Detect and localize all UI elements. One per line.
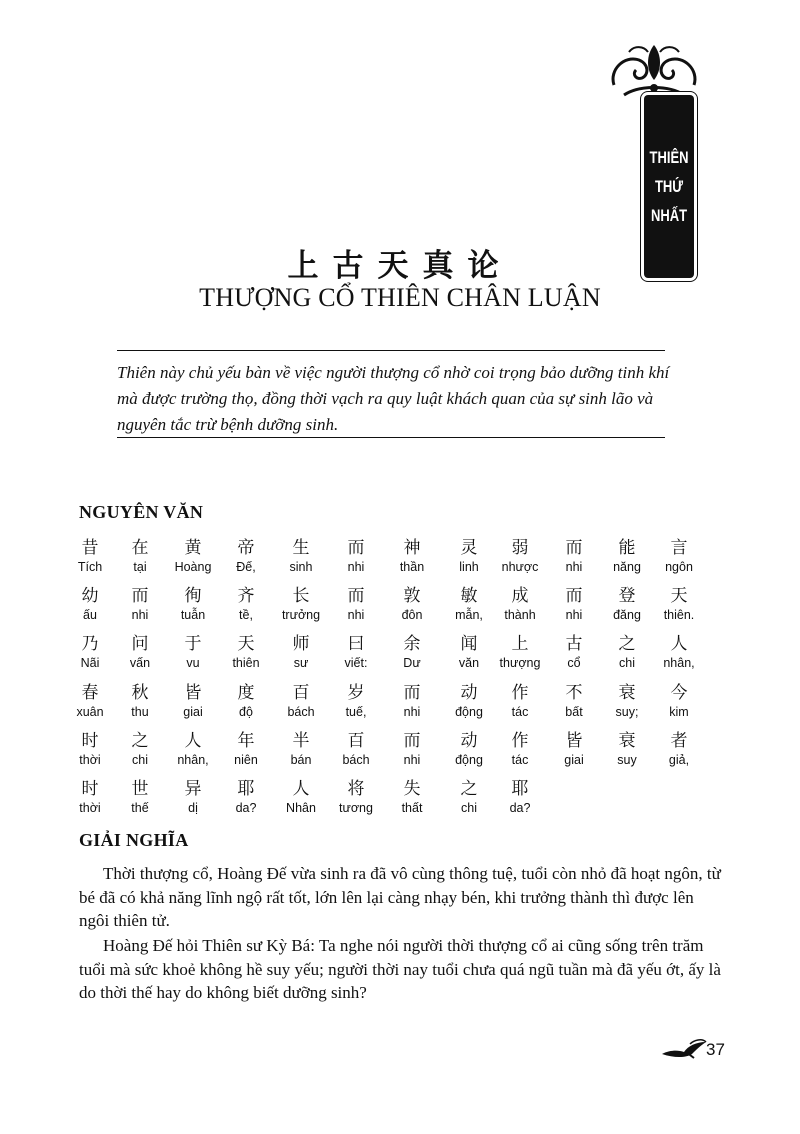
chinese-character: 而 xyxy=(131,586,149,606)
original-word xyxy=(271,634,331,670)
original-word xyxy=(216,683,276,719)
sino-vietnamese-reading: trưởng xyxy=(281,608,321,622)
chinese-character: 衰 xyxy=(618,683,636,703)
original-word xyxy=(544,634,604,670)
sino-vietnamese-reading: kim xyxy=(669,705,689,719)
chinese-character: 不 xyxy=(565,683,583,703)
original-word xyxy=(597,538,657,574)
original-word xyxy=(216,586,276,622)
sino-vietnamese-reading: đăng xyxy=(613,608,641,622)
sino-vietnamese-reading: cổ xyxy=(567,656,581,670)
sino-vietnamese-reading: xuân xyxy=(76,705,104,719)
chapter-summary: Thiên này chủ yếu bàn về việc người thượng cổ nhờ coi trọng bảo dưỡng tinh khí mà được trường thọ, đồng thời vạch ra quy luật khách quan của sự sinh lão và nguyên tắc trừ bệnh dưỡng sinh. xyxy=(117,363,670,434)
chinese-character: 长 xyxy=(292,586,310,606)
original-word xyxy=(163,586,223,622)
original-word xyxy=(490,683,550,719)
original-word xyxy=(649,731,709,767)
original-word xyxy=(326,634,386,670)
original-word xyxy=(216,731,276,767)
chinese-character: 古 xyxy=(565,634,583,654)
original-word xyxy=(649,683,709,719)
chapter-tab-line-2: THỨ xyxy=(654,177,684,196)
chinese-character: 生 xyxy=(292,538,310,558)
original-word xyxy=(490,779,550,815)
chinese-character: 于 xyxy=(184,634,202,654)
chapter-tab-line-3: NHẤT xyxy=(650,206,688,225)
sino-vietnamese-reading: thu xyxy=(131,705,149,719)
chinese-character: 黄 xyxy=(184,538,202,558)
original-word xyxy=(649,586,709,622)
original-word xyxy=(544,538,604,574)
sino-vietnamese-reading: nhi xyxy=(347,608,365,622)
chinese-character: 耶 xyxy=(511,779,529,799)
chinese-character: 上 xyxy=(511,634,529,654)
original-word xyxy=(597,586,657,622)
chinese-character: 耶 xyxy=(237,779,255,799)
original-word xyxy=(597,634,657,670)
sino-vietnamese-reading: nhi xyxy=(347,560,365,574)
sino-vietnamese-reading: bất xyxy=(565,705,583,719)
chinese-character: 者 xyxy=(670,731,688,751)
vietnamese-title: THƯỢNG CỔ THIÊN CHÂN LUẬN xyxy=(199,283,601,312)
chinese-character: 今 xyxy=(670,683,688,703)
sino-vietnamese-reading: văn xyxy=(458,656,480,670)
chinese-character: 曰 xyxy=(347,634,365,654)
original-word xyxy=(382,538,442,574)
sino-vietnamese-reading: Nãi xyxy=(80,656,100,670)
sino-vietnamese-reading: vấn xyxy=(129,656,151,670)
original-word xyxy=(163,683,223,719)
original-word xyxy=(382,586,442,622)
sino-vietnamese-reading: chi xyxy=(132,753,148,767)
original-word xyxy=(649,538,709,574)
original-word xyxy=(382,731,442,767)
original-word xyxy=(544,683,604,719)
chinese-character: 人 xyxy=(670,634,688,654)
original-word xyxy=(490,731,550,767)
page-footer xyxy=(660,1036,740,1062)
chapter-tab-line-1: THIÊN xyxy=(649,148,689,167)
sino-vietnamese-reading: thế xyxy=(131,801,149,815)
sino-vietnamese-reading: dị xyxy=(188,801,198,815)
sino-vietnamese-reading: thời xyxy=(79,801,101,815)
bird-ornament-icon xyxy=(660,1038,708,1060)
sino-vietnamese-reading: nhi xyxy=(403,753,421,767)
chinese-character: 异 xyxy=(184,779,202,799)
intro-bottom-rule xyxy=(117,437,665,438)
sino-vietnamese-reading: suy xyxy=(617,753,637,767)
chinese-character: 弱 xyxy=(511,538,529,558)
chinese-character: 时 xyxy=(81,779,99,799)
sino-vietnamese-reading: bán xyxy=(290,753,312,767)
sino-vietnamese-reading: chi xyxy=(461,801,477,815)
chinese-character: 敏 xyxy=(460,586,478,606)
chinese-character: 半 xyxy=(292,731,310,751)
chinese-character: 春 xyxy=(81,683,99,703)
sino-vietnamese-reading: nhi xyxy=(565,608,583,622)
original-word xyxy=(544,731,604,767)
chinese-character: 成 xyxy=(511,586,529,606)
intro-top-rule xyxy=(117,350,665,351)
chinese-character: 皆 xyxy=(565,731,583,751)
chinese-character: 之 xyxy=(131,731,149,751)
sino-vietnamese-reading: tương xyxy=(339,801,373,815)
chinese-character: 余 xyxy=(403,634,421,654)
original-word xyxy=(216,538,276,574)
chinese-character: 乃 xyxy=(81,634,99,654)
original-word xyxy=(382,779,442,815)
original-word xyxy=(271,683,331,719)
chinese-character: 灵 xyxy=(460,538,478,558)
page-number: 37 xyxy=(706,1040,725,1059)
chinese-character: 时 xyxy=(81,731,99,751)
original-word xyxy=(271,731,331,767)
chinese-character: 而 xyxy=(403,683,421,703)
sino-vietnamese-reading: sư xyxy=(293,656,309,670)
sino-vietnamese-reading: động xyxy=(455,753,483,767)
original-word xyxy=(216,779,276,815)
chinese-character: 皆 xyxy=(184,683,202,703)
explanation-paragraph: Hoàng Đế hỏi Thiên sư Kỳ Bá: Ta nghe nói người thời thượng cổ ai cũng sống trên trăm tuổi mà sức khoẻ không hề suy yếu; người thời nay tuổi chưa quá ngũ tuần mà đã yếu ớt, ấy là do thời thế hay do không biết dưỡng sinh? xyxy=(79,936,721,1002)
sino-vietnamese-reading: viết: xyxy=(344,656,368,670)
sino-vietnamese-reading: thành xyxy=(504,608,536,622)
sino-vietnamese-reading: nhi xyxy=(565,560,583,574)
sino-vietnamese-reading: sinh xyxy=(289,560,313,574)
chinese-character: 天 xyxy=(670,586,688,606)
sino-vietnamese-reading: giai xyxy=(564,753,584,767)
original-word xyxy=(110,731,170,767)
original-word xyxy=(163,779,223,815)
sino-vietnamese-reading: nhi xyxy=(131,608,149,622)
chinese-character: 师 xyxy=(292,634,310,654)
original-word xyxy=(326,779,386,815)
chinese-character: 而 xyxy=(347,538,365,558)
chinese-character: 能 xyxy=(618,538,636,558)
chinese-character: 齐 xyxy=(237,586,255,606)
chinese-character: 人 xyxy=(184,731,202,751)
chinese-character: 闻 xyxy=(460,634,478,654)
chinese-character: 登 xyxy=(618,586,636,606)
chinese-character: 之 xyxy=(618,634,636,654)
sino-vietnamese-reading: tác xyxy=(511,753,529,767)
sino-vietnamese-reading: nhân, xyxy=(177,753,209,767)
sino-vietnamese-reading: bách xyxy=(287,705,315,719)
sino-vietnamese-reading: da? xyxy=(235,801,257,815)
chinese-character: 而 xyxy=(347,586,365,606)
chinese-character: 动 xyxy=(460,683,478,703)
sino-vietnamese-reading: năng xyxy=(613,560,641,574)
chinese-character: 作 xyxy=(511,731,529,751)
original-word xyxy=(163,731,223,767)
original-word xyxy=(271,538,331,574)
original-word xyxy=(110,634,170,670)
sino-vietnamese-reading: nhi xyxy=(403,705,421,719)
sino-vietnamese-reading: độ xyxy=(239,705,253,719)
sino-vietnamese-reading: tề, xyxy=(239,608,253,622)
original-word xyxy=(490,586,550,622)
sino-vietnamese-reading: niên xyxy=(234,753,258,767)
sino-vietnamese-reading: Đế, xyxy=(236,560,256,574)
chinese-character: 作 xyxy=(511,683,529,703)
chinese-character: 百 xyxy=(347,731,365,751)
chinese-character: 岁 xyxy=(347,683,365,703)
sino-vietnamese-reading: thiên xyxy=(232,656,260,670)
sino-vietnamese-reading: ấu xyxy=(83,608,97,622)
chinese-character: 在 xyxy=(131,538,149,558)
original-word xyxy=(597,683,657,719)
sino-vietnamese-reading: thượng xyxy=(499,656,541,670)
original-word xyxy=(110,586,170,622)
sino-vietnamese-reading: linh xyxy=(459,560,479,574)
chinese-character: 帝 xyxy=(237,538,255,558)
original-word xyxy=(326,538,386,574)
sino-vietnamese-reading: suy; xyxy=(615,705,639,719)
original-word xyxy=(326,586,386,622)
sino-vietnamese-reading: tại xyxy=(133,560,147,574)
chinese-character: 度 xyxy=(237,683,255,703)
sino-vietnamese-reading: tuẫn xyxy=(180,608,206,622)
original-word xyxy=(271,586,331,622)
chinese-character: 年 xyxy=(237,731,255,751)
original-word xyxy=(544,586,604,622)
chinese-character: 衰 xyxy=(618,731,636,751)
chinese-character: 问 xyxy=(131,634,149,654)
sino-vietnamese-reading: thiên. xyxy=(663,608,695,622)
chinese-character: 而 xyxy=(403,731,421,751)
sino-vietnamese-reading: Dư xyxy=(403,656,421,670)
chinese-title: 上古天真论 xyxy=(287,248,513,284)
sino-vietnamese-reading: vu xyxy=(186,656,200,670)
original-word xyxy=(490,634,550,670)
original-word xyxy=(597,731,657,767)
sino-vietnamese-reading: Nhân xyxy=(286,801,316,815)
chinese-character: 而 xyxy=(565,586,583,606)
sino-vietnamese-reading: da? xyxy=(509,801,531,815)
chinese-character: 言 xyxy=(670,538,688,558)
original-word xyxy=(110,779,170,815)
sino-vietnamese-reading: đôn xyxy=(401,608,423,622)
sino-vietnamese-reading: tuế, xyxy=(345,705,367,719)
chinese-character: 之 xyxy=(460,779,478,799)
explanation-heading: GIẢI NGHĨA xyxy=(79,830,189,850)
chinese-character: 人 xyxy=(292,779,310,799)
original-word xyxy=(216,634,276,670)
sino-vietnamese-reading: bách xyxy=(342,753,370,767)
original-word xyxy=(110,538,170,574)
sino-vietnamese-reading: thần xyxy=(399,560,425,574)
chinese-character: 徇 xyxy=(184,586,202,606)
chinese-character: 世 xyxy=(131,779,149,799)
chinese-character: 而 xyxy=(565,538,583,558)
chinese-character: 敦 xyxy=(403,586,421,606)
sino-vietnamese-reading: nhược xyxy=(501,560,539,574)
sino-vietnamese-reading: giả, xyxy=(668,753,690,767)
chinese-character: 昔 xyxy=(81,538,99,558)
sino-vietnamese-reading: mẫn, xyxy=(455,608,483,622)
original-word xyxy=(649,634,709,670)
sino-vietnamese-reading: Hoàng xyxy=(174,560,212,574)
original-text-heading: NGUYÊN VĂN xyxy=(79,502,204,522)
sino-vietnamese-reading: thời xyxy=(79,753,101,767)
chinese-character: 天 xyxy=(237,634,255,654)
sino-vietnamese-reading: nhân, xyxy=(663,656,695,670)
chinese-character: 将 xyxy=(347,779,365,799)
sino-vietnamese-reading: chi xyxy=(619,656,635,670)
sino-vietnamese-reading: Tích xyxy=(77,560,103,574)
original-word xyxy=(326,731,386,767)
sino-vietnamese-reading: ngôn xyxy=(665,560,693,574)
original-word xyxy=(382,683,442,719)
original-word xyxy=(490,538,550,574)
chinese-character: 幼 xyxy=(81,586,99,606)
original-word xyxy=(271,779,331,815)
original-word xyxy=(326,683,386,719)
sino-vietnamese-reading: tác xyxy=(511,705,529,719)
scroll-ornament-icon xyxy=(604,40,704,100)
original-word xyxy=(163,538,223,574)
sino-vietnamese-reading: giai xyxy=(183,705,203,719)
original-word xyxy=(382,634,442,670)
chinese-character: 秋 xyxy=(131,683,149,703)
sino-vietnamese-reading: động xyxy=(455,705,483,719)
chinese-character: 百 xyxy=(292,683,310,703)
original-word xyxy=(163,634,223,670)
explanation-paragraph: Thời thượng cổ, Hoàng Đế vừa sinh ra đã vô cùng thông tuệ, tuổi còn nhỏ đã hoạt ngôn, từ bé đã có khả năng lĩnh ngộ rất tốt, lớn lên lại càng nhạy bén, khi trưởng thành thì được lên ngôi thiên tử. xyxy=(79,864,721,930)
chinese-character: 失 xyxy=(403,779,421,799)
original-word xyxy=(110,683,170,719)
chinese-character: 动 xyxy=(460,731,478,751)
chinese-character: 神 xyxy=(403,538,421,558)
sino-vietnamese-reading: thất xyxy=(401,801,423,815)
